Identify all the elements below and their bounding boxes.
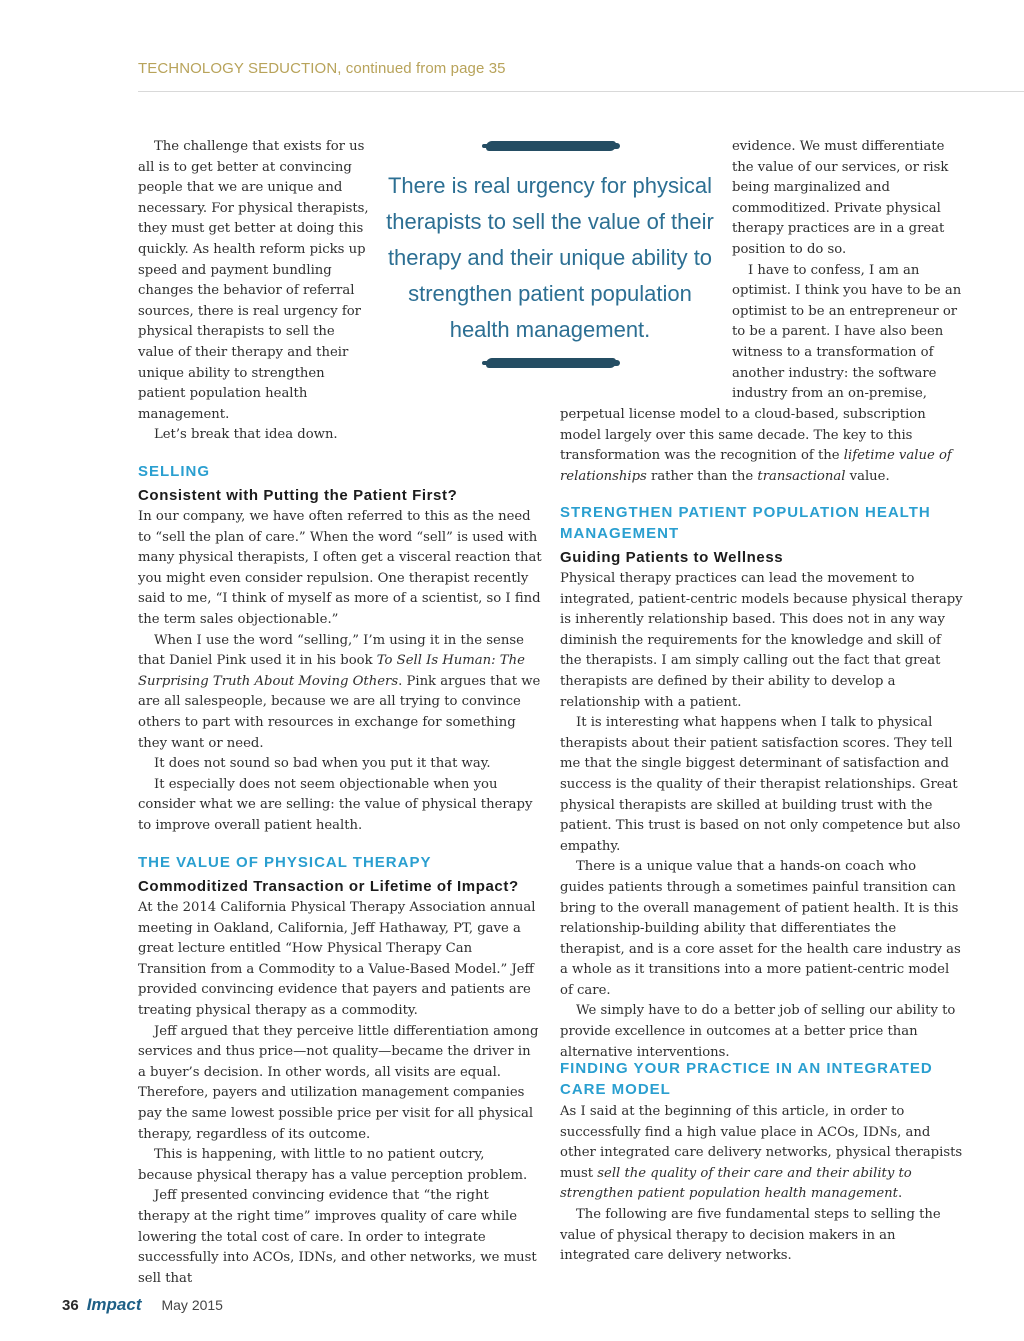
- subheading-strengthen: Guiding Patients to Wellness: [560, 549, 784, 566]
- value-section: [138, 852, 542, 1289]
- intro-paragraph: The challenge that exists for us all is to get better at convincing people that we are unique and necessary. For physical therapists, they must get better at doing this quickly. As health reform picks up speed and payment bundling changes the behavior of referral sources, there is real urgency for physical therapists to sell the value of their therapy and their unique ability to strengthen patient population health management.: [138, 139, 369, 422]
- brush-stroke-bottom: [486, 358, 616, 368]
- section-heading-value: THE VALUE OF PHYSICAL THERAPY: [138, 854, 432, 871]
- finding-paragraph: The following are five fundamental steps to selling the value of physical therapy to decision makers in an integrated care delivery networks.: [560, 1206, 941, 1264]
- value-paragraph: This is happening, with little to no patient outcry, because physical therapy has a value perception problem.: [138, 1147, 528, 1183]
- selling-paragraph: It does not sound so bad when you put it that way.: [154, 756, 491, 772]
- page-number: 36: [62, 1297, 79, 1314]
- intro-paragraph: Let’s break that idea down.: [154, 427, 338, 443]
- pull-quote: There is real urgency for physical therapists to sell the value of their therapy and their unique ability to strengthen patient population health management.: [386, 173, 714, 342]
- page-footer: [62, 1295, 223, 1315]
- selling-section: [138, 461, 542, 837]
- brush-stroke-top: [486, 141, 616, 151]
- intro-column: [138, 137, 370, 446]
- header-rule: [138, 91, 1024, 92]
- evidence-paragraph: I have to confess, I am an optimist. I think you have to be an optimist to be an entrepreneur or to be a parent. I have also been witness to a transformation of another industry: the software industry from an on-premise,: [732, 262, 962, 402]
- strengthen-paragraph: Physical therapy practices can lead the movement to integrated, patient-centric models because physical therapy is inherently relationship based. This does not in any way diminish the requirements for the knowledge and skill of the therapists. I am simply calling out the fact that great therapists are defined by their ability to develop a relationship with a patient.: [560, 571, 963, 710]
- strengthen-paragraph: It is interesting what happens when I talk to physical therapists about their patient satisfaction scores. They tell me that the single biggest determinant of satisfaction and success is the quality of their therapist relationships. Great physical therapists are skilled at building trust with the patient. This trust is based on not only competence but also empathy.: [560, 715, 961, 854]
- evidence-column: [732, 137, 966, 405]
- section-heading-strengthen: STRENGTHEN PATIENT POPULATION HEALTH MANAGEMENT: [560, 504, 931, 542]
- magazine-logo: Impact: [86, 1295, 142, 1314]
- selling-paragraph: When I use the word “selling,” I’m using it in the sense that Daniel Pink used it in his book To Sell Is Human: The Surprising Truth About Moving Others. Pink argues that we are all salespeople, because we are all trying to convince others to part with resources in exchange for something they want or need.: [138, 632, 541, 751]
- strengthen-section: [560, 502, 964, 1063]
- selling-paragraph: In our company, we have often referred to this as the need to “sell the plan of care.” When the word “sell” is used with many physical therapists, I often get a visceral reaction that you might even consider repulsion. One therapist recently said to me, “I think of myself as more of a scientist, so I find the term sales objectionable.”: [138, 509, 542, 627]
- evidence-paragraph: evidence. We must differentiate the value of our services, or risk being marginalized and commoditized. Private physical therapy practices are in a great position to do so.: [732, 139, 949, 257]
- continuation-paragraph: perpetual license model to a cloud-based, subscription model largely over this same decade. The key to this transformation was the recognition of the lifetime value of relationships rather than the transactional value.: [560, 407, 952, 484]
- strengthen-paragraph: There is a unique value that a hands-on coach who guides patients through a sometimes painful transition can bring to the overall management of patient health. It is this relationship-building ability that differentiates the therapist, and is a core asset for the health care industry as a whole as it transitions into a more patient-centric model of care.: [560, 859, 961, 998]
- section-heading-finding: FINDING YOUR PRACTICE IN AN INTEGRATED CARE MODEL: [560, 1060, 933, 1098]
- subheading-value: Commoditized Transaction or Lifetime of Impact?: [138, 878, 519, 895]
- value-paragraph: At the 2014 California Physical Therapy Association annual meeting in Oakland, California, Jeff Hathaway, PT, gave a great lecture entitled “How Physical Therapy Can Transition from a Commodity to a Value-Based Model.” Jeff provided convincing evidence that payers and patients are treating physical therapy as a commodity.: [138, 900, 536, 1018]
- strengthen-paragraph: We simply have to do a better job of selling our ability to provide excellence in outcomes at a better price than alternative interventions.: [560, 1003, 956, 1060]
- software-continuation: [560, 405, 964, 487]
- value-paragraph: Jeff argued that they perceive little differentiation among services and thus price—not quality—became the driver in a buyer’s decision. In other words, all visits are equal. Therefore, payers and utilization management companies pay the same lowest possible price per visit for all physical therapy, regardless of its outcome.: [138, 1023, 539, 1142]
- value-paragraph: Jeff presented convincing evidence that “the right therapy at the right time” improves quality of care while lowering the total cost of care. In order to integrate successfully into ACOs, IDNs, and other networks, we must sell that: [138, 1188, 537, 1286]
- finding-section: [560, 1058, 964, 1267]
- running-head: TECHNOLOGY SEDUCTION, continued from page 35: [138, 60, 506, 77]
- selling-paragraph: It especially does not seem objectionable when you consider what we are selling: the value of physical therapy to improve overall patient health.: [138, 776, 533, 833]
- subheading-selling: Consistent with Putting the Patient First?: [138, 487, 458, 504]
- finding-paragraph: As I said at the beginning of this article, in order to successfully find a high value place in ACOs, IDNs, and other integrated care delivery networks, physical therapists must sell the quality of their care and their ability to strengthen patient population health management.: [560, 1104, 963, 1202]
- section-heading-selling: SELLING: [138, 463, 211, 480]
- issue-date: May 2015: [161, 1297, 223, 1313]
